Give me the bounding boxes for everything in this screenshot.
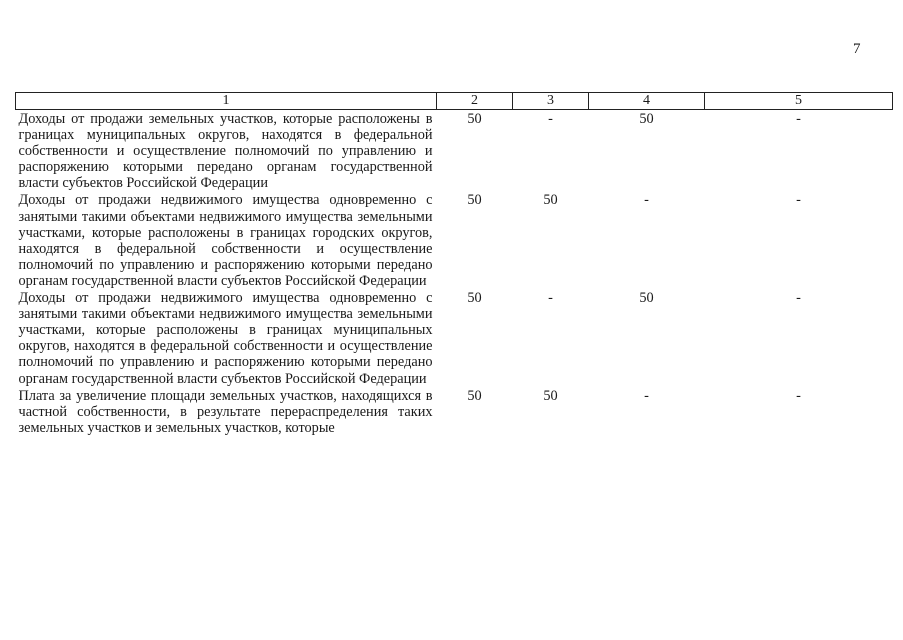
row-value-col5: -: [796, 290, 801, 307]
row-value-col3: 50: [543, 192, 558, 209]
table-body: [16, 110, 893, 436]
table-row: [16, 110, 893, 192]
column-header-4: 4: [589, 93, 705, 110]
header-row: [16, 93, 893, 110]
revenue-distribution-table: [15, 92, 893, 436]
table-row: [16, 191, 893, 289]
page-number: 7: [853, 41, 861, 57]
table-row: [16, 387, 893, 436]
row-value-col4: -: [644, 387, 649, 404]
row-value-col4: 50: [639, 290, 654, 307]
row-value-col5: -: [796, 192, 801, 209]
row-description: Доходы от продажи земельных участков, которые расположены в границах муниципальных округов, находятся в федеральной собственности и осуществление полномочий по управлению и распоряжению которыми передано органам государственной власти субъектов Российской Федерации: [18, 111, 433, 192]
column-header-3: 3: [513, 93, 589, 110]
row-description: Доходы от продажи недвижимого имущества одновременно с занятыми такими объектами недвижимого имущества земельными участками, которые расположены в границах муниципальных округов, находятся в федеральной собственности и осуществление полномочий по управлению и распоряжению которыми передано органам государственной власти субъектов Российской Федерации: [18, 290, 433, 387]
column-header-1: 1: [16, 93, 437, 110]
table-row: [16, 289, 893, 387]
table-header: [16, 93, 893, 110]
column-header-2: 2: [437, 93, 513, 110]
row-value-col3: -: [548, 290, 553, 307]
row-value-col2: 50: [467, 111, 482, 127]
row-description: Доходы от продажи недвижимого имущества одновременно с занятыми такими объектами недвижимого имущества земельными участками, которые расположены в границах городских округов, находятся в федеральной собственности и осуществление полномочий по управлению и распоряжению которыми передано органам государственной власти субъектов Российской Федерации: [18, 192, 433, 289]
row-value-col5: -: [796, 111, 801, 127]
column-header-5: 5: [705, 93, 893, 110]
row-value-col4: -: [644, 192, 649, 209]
row-value-col5: -: [796, 387, 801, 404]
row-value-col2: 50: [467, 387, 482, 404]
row-value-col3: 50: [543, 387, 558, 404]
row-description: Плата за увеличение площади земельных участков, находящихся в частной собственности, в результате перераспределения таких земельных участков и земельных участков, которые: [18, 387, 433, 436]
row-value-col2: 50: [467, 192, 482, 209]
row-value-col3: -: [548, 111, 553, 127]
row-value-col2: 50: [467, 290, 482, 307]
row-value-col4: 50: [639, 111, 654, 127]
